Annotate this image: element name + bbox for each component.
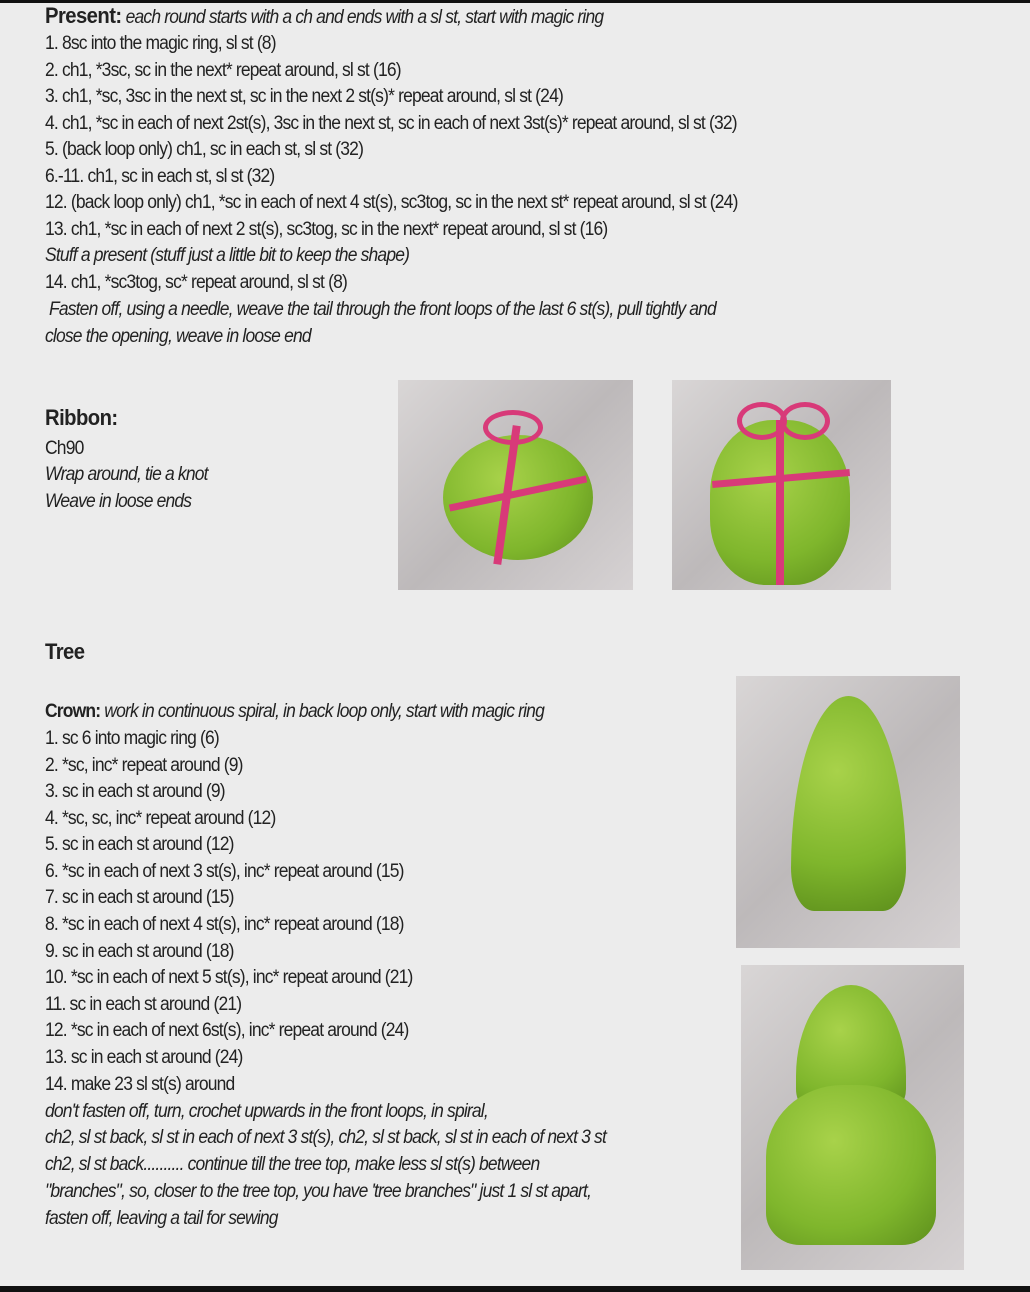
present-step: 4. ch1, *sc in each of next 2st(s), 3sc in the next st, sc in each of next 3st(s)* repeat around, sl st (32): [45, 113, 737, 134]
present-note: Stuff a present (stuff just a little bit to keep the shape): [45, 245, 410, 266]
tree-note: "branches", so, closer to the tree top, you have 'tree branches" just 1 sl st apart,: [45, 1181, 592, 1202]
top-border: [0, 0, 1030, 3]
crown-step: 1. sc 6 into magic ring (6): [45, 728, 219, 749]
present-photo-side: [398, 380, 633, 590]
crown-step: 12. *sc in each of next 6st(s), inc* repeat around (24): [45, 1020, 409, 1041]
crown-step: 13. sc in each st around (24): [45, 1047, 243, 1068]
tree-heading: Tree: [45, 639, 85, 664]
crown-step: 14. make 23 sl st(s) around: [45, 1074, 235, 1095]
present-step: 5. (back loop only) ch1, sc in each st, sl st (32): [45, 139, 364, 160]
tree-note: fasten off, leaving a tail for sewing: [45, 1208, 278, 1229]
present-step: 13. ch1, *sc in each of next 2 st(s), sc3tog, sc in the next* repeat around, sl st (16): [45, 219, 608, 240]
crown-step: 4. *sc, sc, inc* repeat around (12): [45, 808, 276, 829]
crown-step: 7. sc in each st around (15): [45, 887, 234, 908]
crown-step: 5. sc in each st around (12): [45, 834, 234, 855]
bottom-border: [0, 1286, 1030, 1292]
crown-intro-line: [45, 701, 544, 723]
tree-branches-photo: [741, 965, 964, 1270]
crown-intro: work in continuous spiral, in back loop only, start with magic ring: [104, 701, 544, 722]
crown-step: 8. *sc in each of next 4 st(s), inc* repeat around (18): [45, 914, 404, 935]
ribbon-step: Ch90: [45, 438, 84, 459]
present-step: 12. (back loop only) ch1, *sc in each of next 4 st(s), sc3tog, sc in the next st* repeat around, sl st (24): [45, 192, 738, 213]
tree-note: ch2, sl st back.......... continue till the tree top, make less sl st(s) between: [45, 1154, 540, 1175]
crown-step: 10. *sc in each of next 5 st(s), inc* repeat around (21): [45, 967, 413, 988]
present-step: 2. ch1, *3sc, sc in the next* repeat around, sl st (16): [45, 60, 401, 81]
crown-step: 6. *sc in each of next 3 st(s), inc* repeat around (15): [45, 861, 404, 882]
crown-step: 11. sc in each st around (21): [45, 994, 242, 1015]
crown-step: 9. sc in each st around (18): [45, 941, 234, 962]
crown-heading: Crown:: [45, 701, 101, 722]
tree-note: don't fasten off, turn, crochet upwards in the front loops, in spiral,: [45, 1101, 488, 1122]
tree-note: ch2, sl st back, sl st in each of next 3 st(s), ch2, sl st back, sl st in each of next 3 st: [45, 1127, 607, 1148]
present-photo-front: [672, 380, 891, 590]
crown-step: 2. *sc, inc* repeat around (9): [45, 755, 243, 776]
present-heading: Present:: [45, 3, 122, 28]
present-step: 6.-11. ch1, sc in each st, sl st (32): [45, 166, 275, 187]
present-note: Fasten off, using a needle, weave the tail through the front loops of the last 6 st(s), pull tightly and: [49, 299, 716, 320]
tree-crown-photo: [736, 676, 960, 948]
ribbon-heading: Ribbon:: [45, 405, 118, 430]
ribbon-step: Weave in loose ends: [45, 491, 192, 512]
ribbon-step: Wrap around, tie a knot: [45, 464, 208, 485]
present-step: 3. ch1, *sc, 3sc in the next st, sc in the next 2 st(s)* repeat around, sl st (24): [45, 86, 563, 107]
present-step: 14. ch1, *sc3tog, sc* repeat around, sl st (8): [45, 272, 347, 293]
present-intro-line: [45, 5, 603, 29]
present-note: close the opening, weave in loose end: [45, 326, 311, 347]
crown-step: 3. sc in each st around (9): [45, 781, 225, 802]
present-intro: each round starts with a ch and ends with a sl st, start with magic ring: [125, 7, 604, 28]
present-step: 1. 8sc into the magic ring, sl st (8): [45, 33, 276, 54]
